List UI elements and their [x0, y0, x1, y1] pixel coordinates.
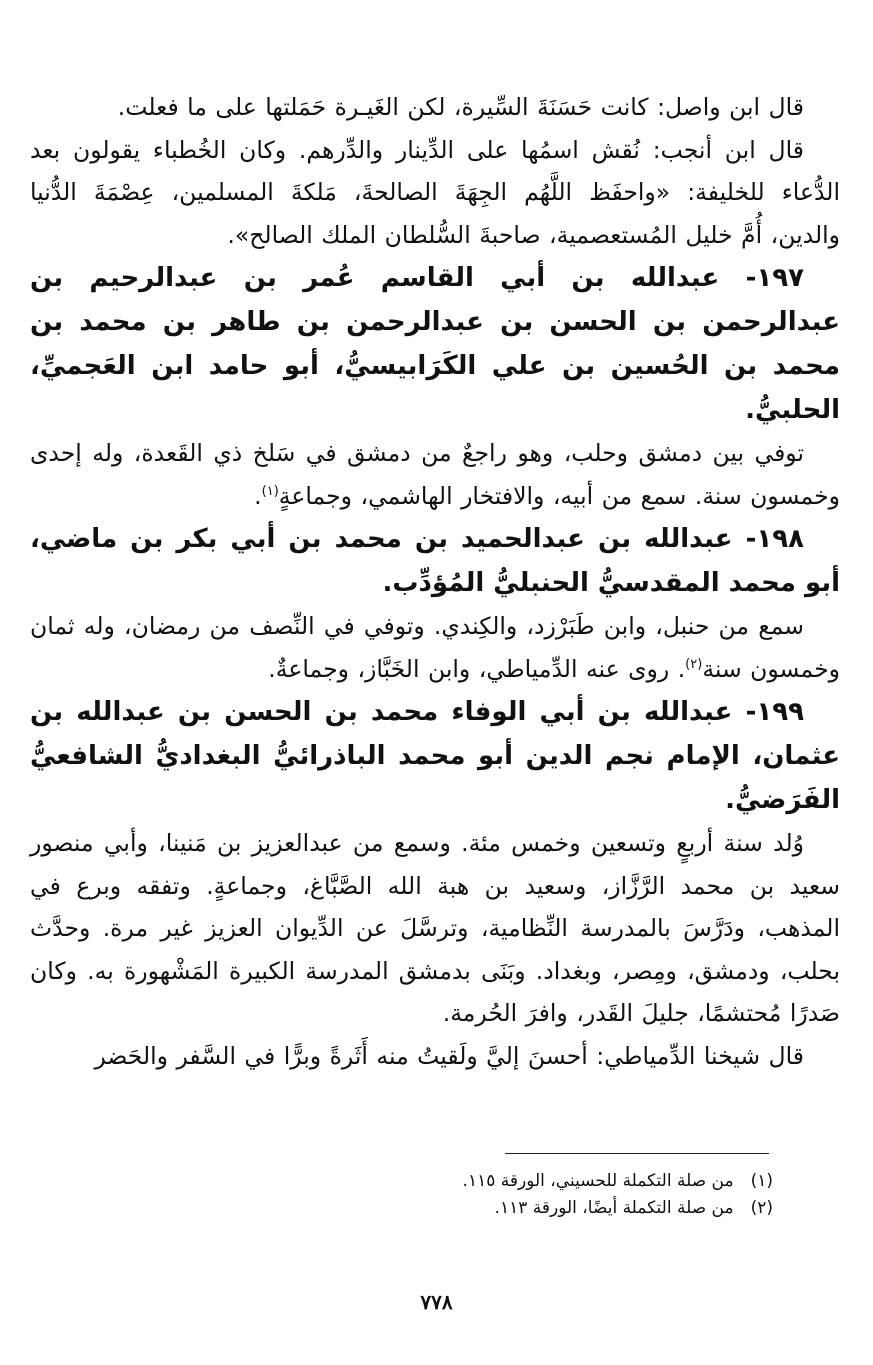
entry-number: ١٩٧-: [745, 263, 804, 293]
paragraph-text: .: [254, 481, 262, 510]
paragraph-text: سمع من حنبل، وابن طَبَرْزد، والكِندي. وتوفي في النِّصف من رمضان، وله ثمان وخمسون سنة: [30, 612, 840, 683]
footnote-mark: (١): [750, 1171, 773, 1191]
page-number: ٧٧٨: [420, 1290, 453, 1314]
footnote-text: من صلة التكملة للحسيني، الورقة ١١٥.: [462, 1171, 734, 1191]
paragraph-text: توفي بين دمشق وحلب، وهو راجعٌ من دمشق في سَلخ ذي القَعدة، وله إحدى وخمسون سنة. سمع من أبيه، والافتخار الهاشمي، وجماعةٍ: [30, 439, 840, 510]
paragraph-text: . روى عنه الدِّمياطي، وابن الخَبَّاز، وجماعةٌ.: [268, 654, 686, 683]
footnote-separator: [505, 1153, 769, 1154]
entry-heading-199: [30, 690, 840, 822]
paragraph-entry-199: وُلد سنة أربعٍ وتسعين وخمس مئة. وسمع من عبدالعزيز بن مَنينا، وأبي منصور سعيد بن محمد الرَّزَّاز، وسعيد بن هبة الله الصَّبَّاغ، وجماعةٍ. وتفقه وبرع في المذهب، ودَرَّسَ بالمدرسة النِّظامية، وترسَّلَ عن الدِّيوان العزيز غير مرة. وحدَّث بحلب، ودمشق، ومِصر، وبغداد. وبَنَى بدمشق المدرسة الكبيرة المَشْهورة به. وكان صَدرًا مُحتشمًا، جليلَ القَدر، وافرَ الحُرمة.: [30, 829, 840, 1027]
entry-number: ١٩٩-: [745, 697, 804, 727]
footnote-reference: (١): [261, 483, 279, 499]
entry-title: عبدالله بن أبي القاسم عُمر بن عبدالرحيم بن عبدالرحمن بن الحسن بن عبدالرحمن بن طاهر بن محمد بن محمد بن الحُسين بن علي الكَرَابيسيُّ، أبو حامد ابن العَجميِّ، الحلبيُّ.: [30, 263, 840, 425]
footnote-mark: (٢): [750, 1198, 773, 1218]
paragraph-entry-198: [30, 605, 840, 690]
footnote-1: [173, 1168, 773, 1195]
footnotes: [173, 1168, 773, 1222]
footnote-reference: (٢): [685, 656, 703, 672]
paragraph-entry-197: [30, 432, 840, 517]
paragraph-ibn-wasil: قال ابن واصل: كانت حَسَنَةَ السِّيرة، لكن الغَيـرة حَمَلتها على ما فعلت.: [117, 93, 804, 121]
entry-heading-197: [30, 256, 840, 432]
main-text: [30, 86, 840, 1077]
footnote-2: [173, 1195, 773, 1222]
paragraph-dimyati: قال شيخنا الدِّمياطي: أحسنَ إليَّ ولَقيتُ منه أَثَرةً وبرًّا في السَّفر والحَضر: [94, 1041, 804, 1070]
paragraph-ibn-anjab: قال ابن أنجب: نُقش اسمُها على الدِّينار والدِّرهم. وكان الخُطباء يقولون بعد الدُّعاء للخليفة: «واحفَظ اللَّهُم الجِهَةَ الصالحةَ، مَلكةَ المسلمين، عِصْمَةَ الدُّنيا والدين، أُمَّ خليل المُستعصمية، صاحبةَ السُّلطان الملك الصالح».: [30, 135, 840, 249]
entry-title: عبدالله بن عبدالحميد بن محمد بن أبي بكر بن ماضي، أبو محمد المقدسيُّ الحنبليُّ المُؤدِّب.: [30, 524, 840, 598]
entry-number: ١٩٨-: [745, 524, 804, 554]
footnote-text: من صلة التكملة أيضًا، الورقة ١١٣.: [494, 1198, 734, 1218]
entry-title: عبدالله بن أبي الوفاء محمد بن الحسن بن عبدالله بن عثمان، الإمام نجم الدين أبو محمد الباذرائيُّ البغداديُّ الشافعيُّ الفَرَضيُّ.: [30, 697, 840, 815]
entry-heading-198: [30, 517, 840, 605]
